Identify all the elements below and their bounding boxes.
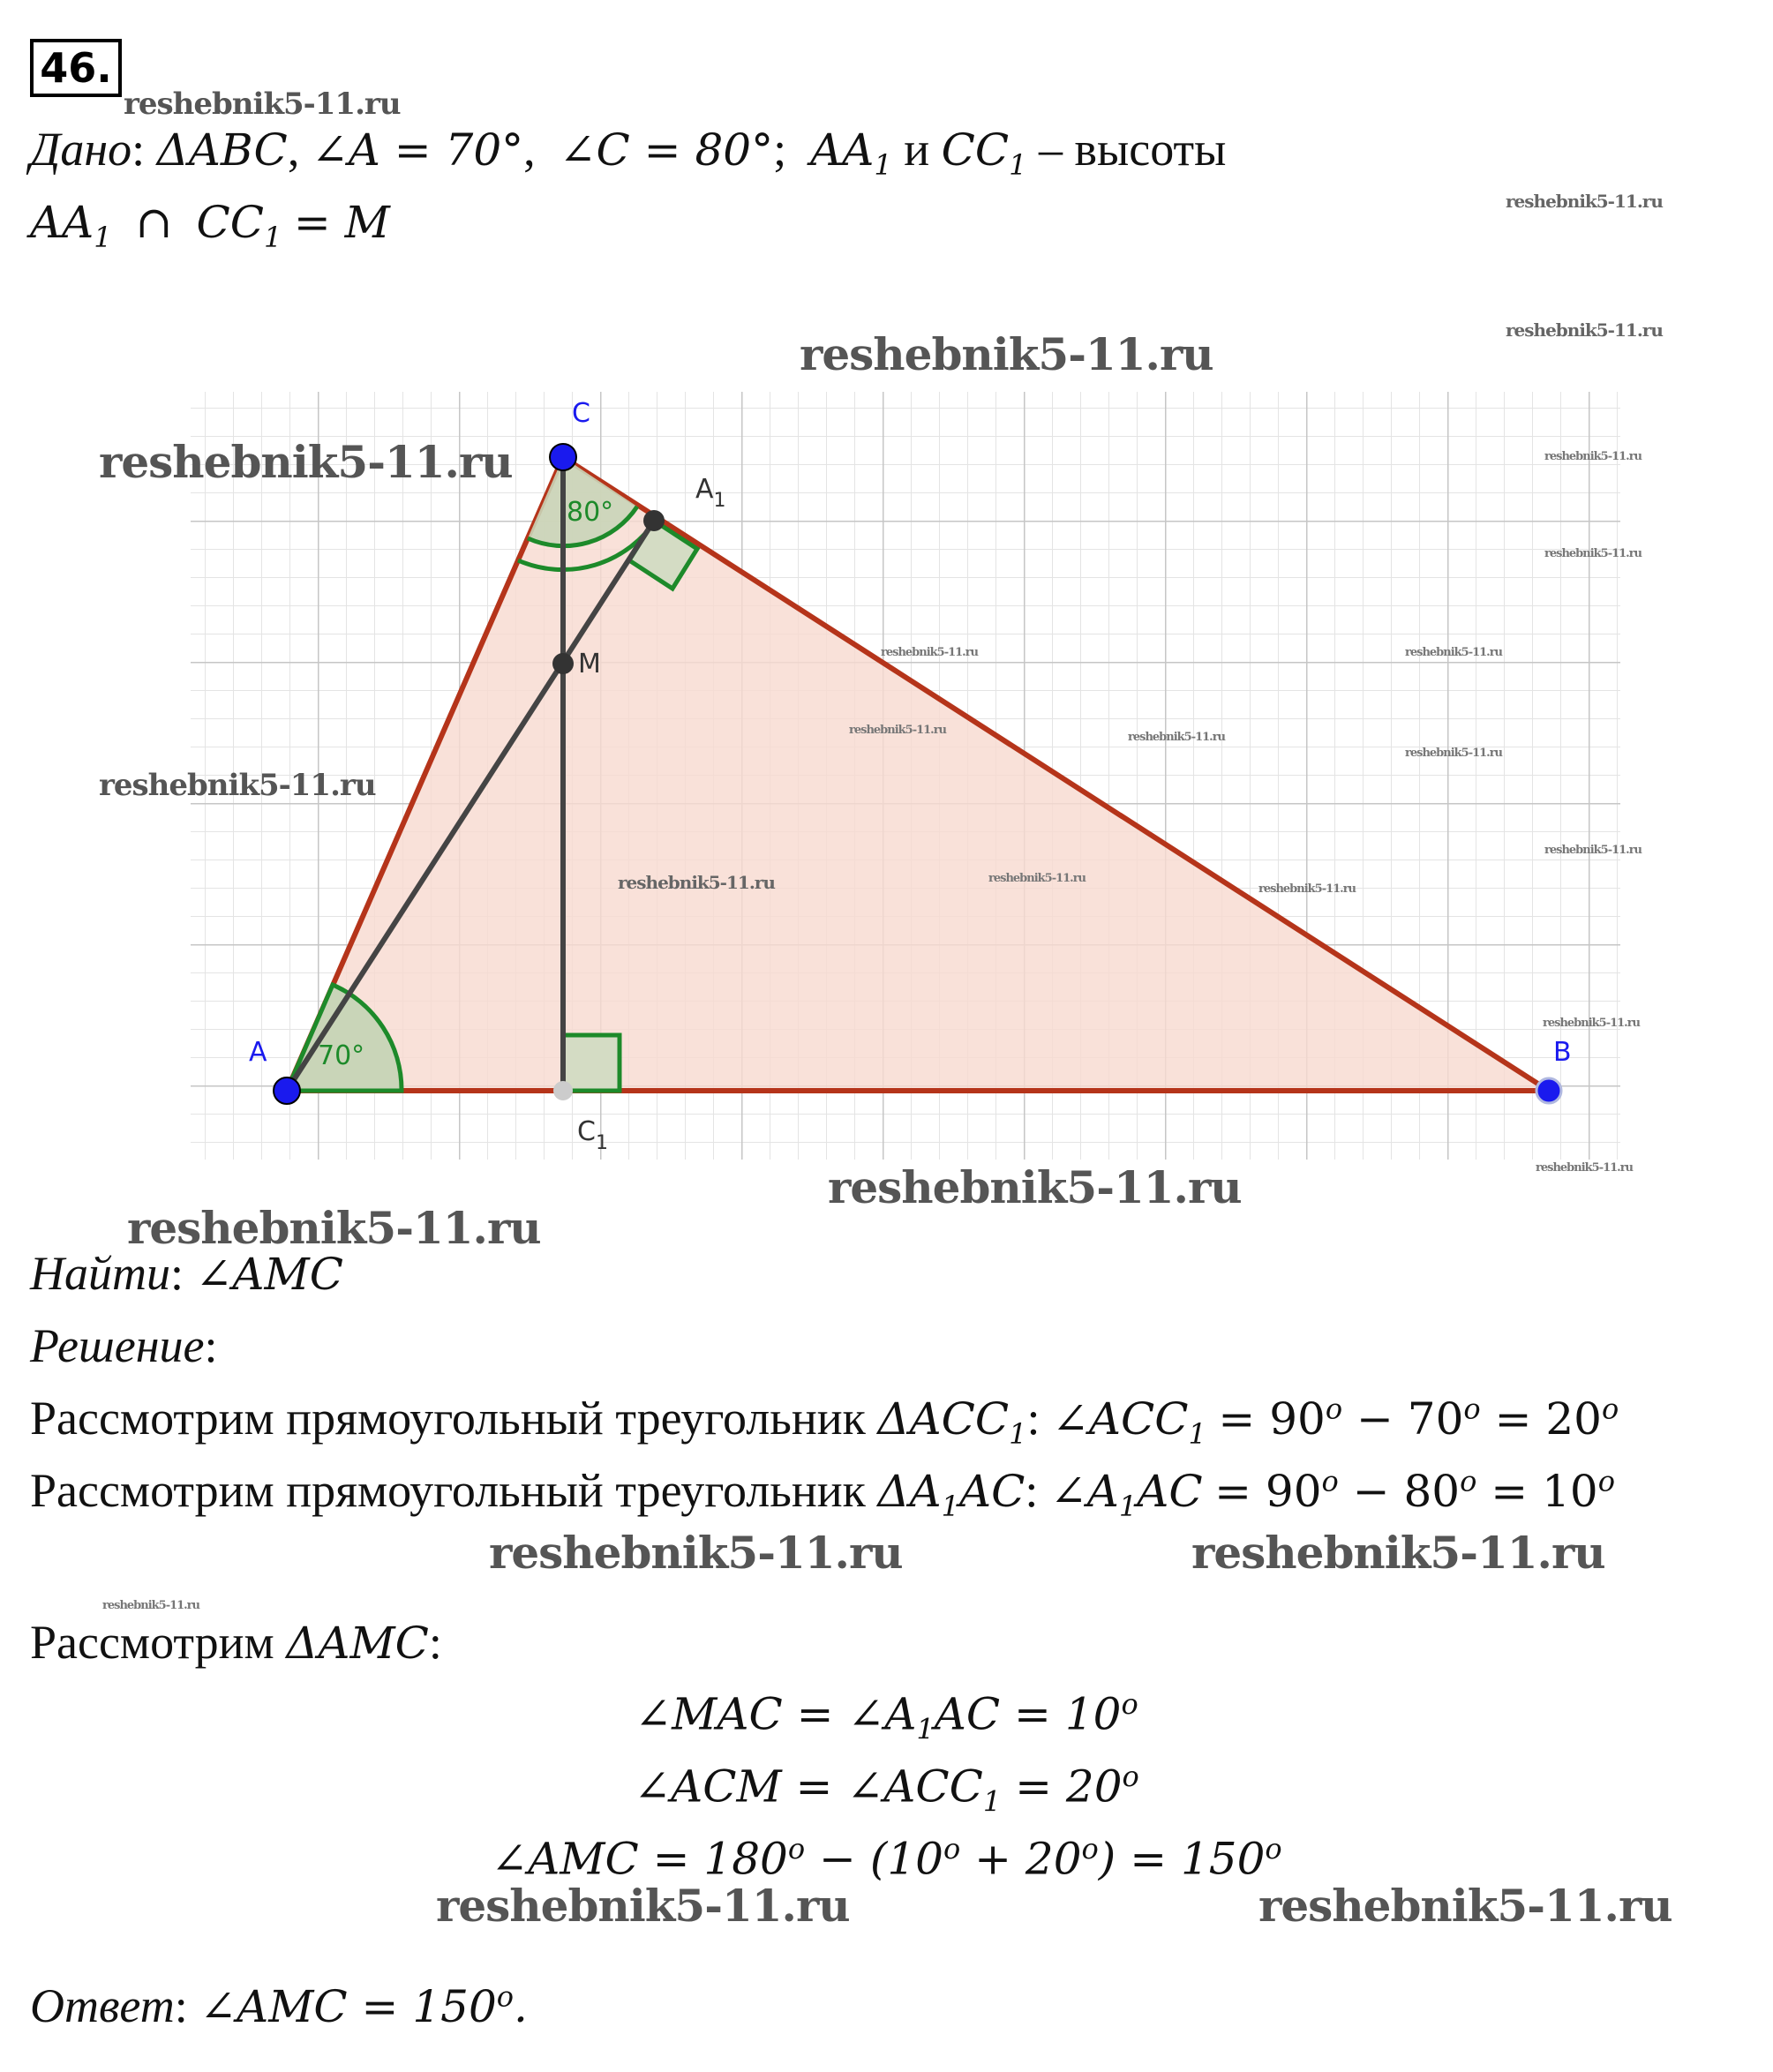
step2-calc: = $90^o - 80^o = 10^o$ xyxy=(1214,1464,1615,1517)
given2-eq: = M xyxy=(293,197,390,248)
given-alt2: $CC_1$ xyxy=(941,124,1027,182)
point-b xyxy=(1536,1078,1561,1103)
given2-op: ∩ xyxy=(135,197,173,248)
watermark: reshebnik5-11.ru xyxy=(1405,747,1503,760)
step2-text: Рассмотрим прямоугольный треугольник xyxy=(30,1464,866,1517)
given-conj: и xyxy=(904,123,930,176)
find-line: Найти: ∠AMC xyxy=(30,1247,343,1300)
watermark: reshebnik5-11.ru xyxy=(828,1161,1242,1213)
given2-a: $AA_1$ xyxy=(30,197,112,254)
watermark: reshebnik5-11.ru xyxy=(1536,1161,1634,1175)
watermark: reshebnik5-11.ru xyxy=(988,872,1086,885)
given-line-2 xyxy=(30,194,390,254)
answer-label: Ответ xyxy=(30,1979,175,2032)
label-c1: $C_1$ xyxy=(577,1116,608,1154)
label-angle-c: 80° xyxy=(567,497,614,528)
step3: Рассмотрим ΔAMC: xyxy=(30,1616,442,1669)
step1-calc: = $90^o - 70^o = 20^o$ xyxy=(1218,1392,1619,1445)
find-label: Найти xyxy=(30,1247,170,1300)
watermark: reshebnik5-11.ru xyxy=(618,872,775,893)
point-m xyxy=(552,653,574,674)
watermark: reshebnik5-11.ru xyxy=(1544,450,1642,463)
answer-line: Ответ: ∠AMC = $150^o$. xyxy=(30,1979,528,2032)
problem-number: 46. xyxy=(30,39,122,97)
given-alt1: $AA_1$ xyxy=(810,124,892,182)
watermark: reshebnik5-11.ru xyxy=(489,1527,903,1579)
right-angle-c1 xyxy=(563,1035,620,1091)
watermark: reshebnik5-11.ru xyxy=(127,1202,541,1254)
solution-label: Решение xyxy=(30,1319,205,1372)
watermark: reshebnik5-11.ru xyxy=(1544,547,1642,560)
watermark: reshebnik5-11.ru xyxy=(800,328,1213,380)
step1-text: Рассмотрим прямоугольный треугольник xyxy=(30,1392,866,1445)
watermark: reshebnik5-11.ru xyxy=(1191,1527,1605,1579)
watermark: reshebnik5-11.ru xyxy=(99,768,376,803)
watermark: reshebnik5-11.ru xyxy=(1543,1017,1641,1030)
watermark: reshebnik5-11.ru xyxy=(1506,319,1663,341)
label-m: M xyxy=(578,649,601,679)
step2: Рассмотрим прямоугольный треугольник $\Delta A_1AC$: $\angle A_1AC = 90^o - 80^o = 10^o$ xyxy=(30,1464,1615,1523)
watermark: reshebnik5-11.ru xyxy=(1258,1880,1672,1932)
watermark: reshebnik5-11.ru xyxy=(1405,646,1503,659)
given-triangle: ΔABC xyxy=(156,124,288,176)
watermark: reshebnik5-11.ru xyxy=(1258,882,1356,896)
point-c1 xyxy=(553,1081,573,1100)
watermark: reshebnik5-11.ru xyxy=(1544,844,1642,857)
step2-angle: $\angle A_1AC$ xyxy=(1049,1466,1203,1523)
given-tail: – высоты xyxy=(1038,123,1227,176)
step1-angle: $\angle ACC_1$ xyxy=(1052,1393,1206,1451)
watermark: reshebnik5-11.ru xyxy=(1128,731,1226,744)
given2-b: $CC_1$ xyxy=(196,197,282,254)
watermark: reshebnik5-11.ru xyxy=(881,646,979,659)
point-c xyxy=(550,444,576,470)
equation-2: ∠ACM = $\angle ACC_1 = 20^o$ xyxy=(634,1760,1139,1819)
step3-text: Рассмотрим xyxy=(30,1616,274,1669)
point-a1 xyxy=(643,510,665,531)
equation-1: ∠MAC = $\angle A_1AC = 10^o$ xyxy=(635,1687,1138,1746)
watermark: reshebnik5-11.ru xyxy=(1506,191,1663,212)
solution-line: Решение: xyxy=(30,1319,218,1372)
triangle-figure xyxy=(177,379,1624,1174)
label-a1: $A_1$ xyxy=(695,474,726,512)
given-line-1: Дано: ΔABC, ∠A = 70°, ∠C = 80°; $AA_1$ и $CC_1$ – высоты xyxy=(30,123,1227,182)
watermark: reshebnik5-11.ru xyxy=(436,1880,850,1932)
find-value: ∠AMC xyxy=(195,1249,343,1300)
label-angle-a: 70° xyxy=(318,1040,365,1071)
label-a: A xyxy=(249,1037,267,1068)
watermark: reshebnik5-11.ru xyxy=(124,86,401,122)
answer-value: ∠AMC = $150^o$. xyxy=(199,1979,528,2032)
watermark: reshebnik5-11.ru xyxy=(102,1599,200,1612)
given-label: Дано xyxy=(30,123,132,176)
given-angle-c: ∠C = 80° xyxy=(559,124,774,176)
watermark: reshebnik5-11.ru xyxy=(99,436,513,488)
watermark: reshebnik5-11.ru xyxy=(849,724,947,737)
step2-tri: $\Delta A_1AC$ xyxy=(877,1466,1025,1523)
step1: Рассмотрим прямоугольный треугольник $\Delta ACC_1$: $\angle ACC_1 = 90^o - 70^o = 20^o$ xyxy=(30,1392,1619,1451)
step1-tri: $\Delta ACC_1$ xyxy=(877,1393,1027,1451)
label-c: C xyxy=(572,398,590,429)
point-a xyxy=(274,1077,300,1104)
equation-3: ∠AMC = $180^o - (10^o + 20^o) = 150^o$ xyxy=(491,1832,1282,1885)
step3-tri: ΔAMC xyxy=(286,1618,429,1669)
label-b: B xyxy=(1553,1037,1572,1068)
given-angle-a: ∠A = 70° xyxy=(311,124,524,176)
